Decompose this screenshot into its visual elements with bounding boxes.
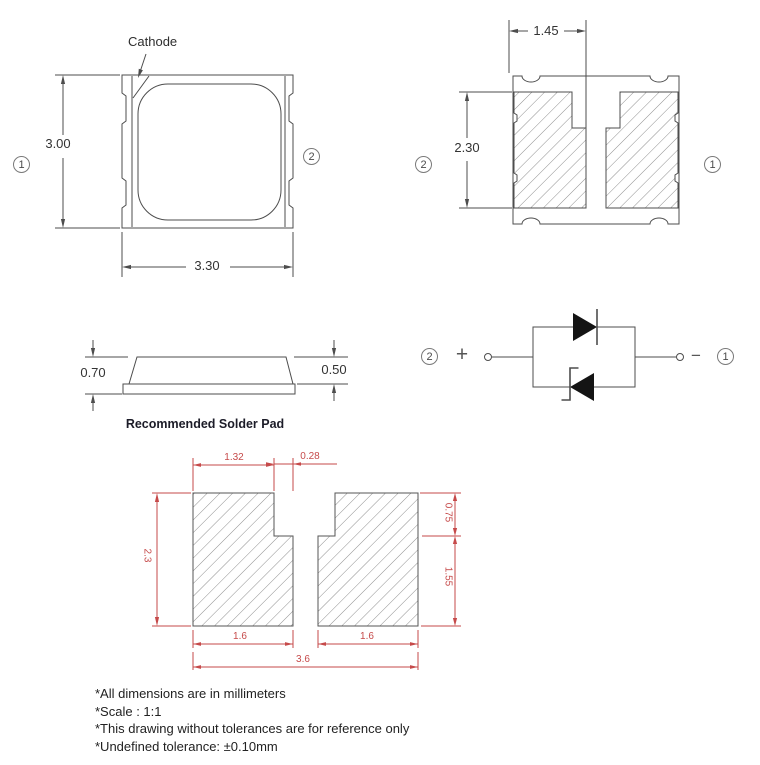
parallel-loop [533, 327, 635, 387]
anode-pad-hatched [606, 92, 678, 208]
arrowhead [453, 528, 457, 536]
dim-label-0-28: 0.28 [300, 451, 320, 462]
terminal-circle-left [485, 354, 492, 361]
arrowhead [577, 29, 586, 33]
arrowhead [193, 642, 201, 646]
minus-sign: − [691, 346, 701, 365]
solder-pad-linework [152, 458, 461, 670]
arrowhead [91, 394, 95, 403]
dim-label-left-1-6: 1.6 [233, 631, 247, 642]
arrowhead [332, 348, 336, 357]
arrowhead [332, 384, 336, 393]
arrowhead [453, 493, 457, 501]
arrowhead [509, 29, 518, 33]
arrowhead [285, 642, 293, 646]
dim-label-width: 3.30 [194, 258, 220, 273]
note-tolerance: *Undefined tolerance: ±0.10mm [95, 739, 278, 754]
note-units: *All dimensions are in millimeters [95, 686, 286, 701]
solder-pad-title: Recommended Solder Pad [125, 417, 285, 431]
arrowhead [61, 219, 65, 228]
dim-label-body-height: 0.50 [321, 362, 347, 377]
arrowhead [155, 617, 159, 626]
solder-pad-right-hatched [318, 493, 418, 626]
arrowhead [155, 493, 159, 502]
body-trapezoid [129, 357, 293, 384]
arrowhead [193, 463, 201, 467]
dim-label-height: 3.00 [45, 136, 71, 151]
arrowhead [122, 265, 131, 269]
plus-sign: + [455, 343, 469, 366]
cathode-arrowhead [138, 69, 143, 78]
protection-diode-symbol [570, 373, 594, 401]
side-view-linework [85, 340, 348, 411]
cathode-label: Cathode [128, 34, 178, 49]
pin-1-marker-bottom: 1 [704, 156, 721, 173]
cathode-leader [140, 54, 146, 72]
arrowhead [61, 75, 65, 84]
arrowhead [453, 536, 457, 544]
arrowhead [410, 665, 418, 669]
arrowhead [91, 348, 95, 357]
dim-label-2-3: 2.3 [141, 548, 153, 563]
dim-label-pad-height: 2.30 [454, 140, 480, 155]
arrowhead [465, 199, 469, 208]
dim-label-cathode-pad-width: 1.45 [533, 23, 559, 38]
dim-label-1-55: 1.55 [442, 566, 454, 587]
lens-outline [138, 84, 281, 220]
solder-pad-left-hatched [193, 493, 293, 626]
pin-2-marker: 2 [303, 148, 320, 165]
arrowhead [465, 92, 469, 101]
package-outline [122, 75, 293, 228]
schematic-pin-2: 2 [421, 348, 438, 365]
dim-label-right-1-6: 1.6 [360, 631, 374, 642]
arrowhead [284, 265, 293, 269]
arrowhead [293, 462, 301, 466]
arrowhead [193, 665, 201, 669]
dim-label-1-32: 1.32 [224, 452, 244, 463]
note-reference: *This drawing without tolerances are for reference only [95, 721, 410, 736]
dim-label-total-height: 0.70 [80, 365, 106, 380]
bottom-view-linework [459, 20, 679, 224]
base-slab [123, 384, 295, 394]
schematic-pin-1: 1 [717, 348, 734, 365]
dim-label-3-6: 3.6 [296, 654, 310, 665]
pin-1-marker: 1 [13, 156, 30, 173]
led-diode-symbol [573, 313, 597, 341]
arrowhead [318, 642, 326, 646]
note-scale: *Scale : 1:1 [95, 704, 162, 719]
cathode-chamfer [133, 76, 149, 98]
arrowhead [410, 642, 418, 646]
pin-2-marker-bottom: 2 [415, 156, 432, 173]
top-view-linework [55, 54, 293, 277]
cathode-pad-hatched [514, 92, 586, 208]
terminal-circle-right [677, 354, 684, 361]
arrowhead [453, 618, 457, 626]
schematic-linework [485, 309, 684, 401]
dim-label-0-75: 0.75 [442, 502, 454, 523]
